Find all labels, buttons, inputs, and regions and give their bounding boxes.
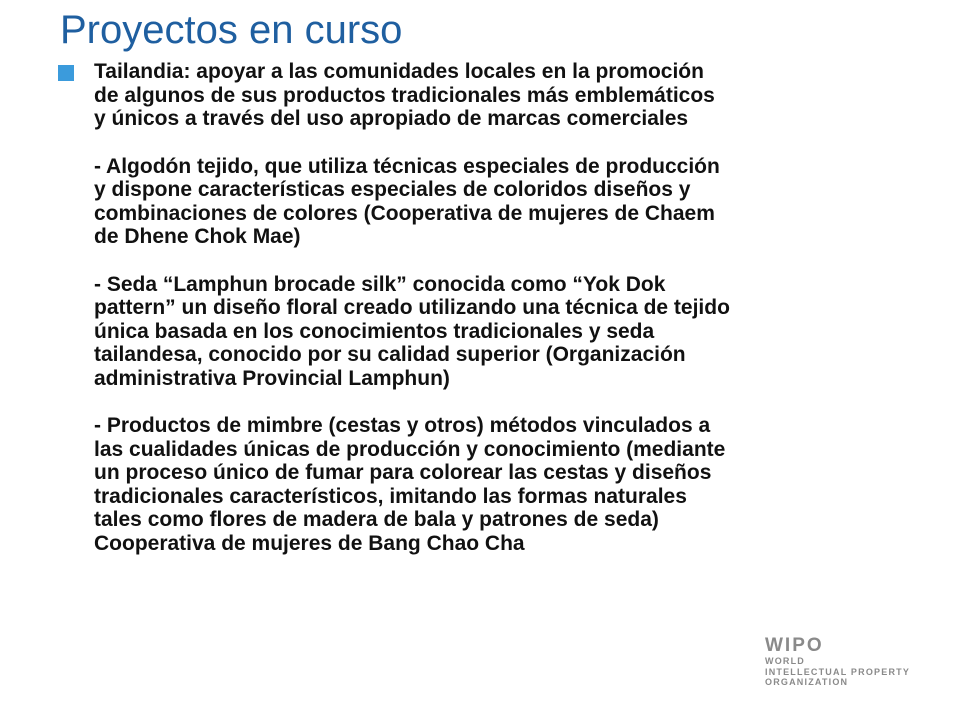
logo-line-2: INTELLECTUAL PROPERTY — [765, 666, 911, 677]
slide-body — [94, 60, 924, 579]
logo-line-3: ORGANIZATION — [765, 677, 849, 687]
logo-wordmark: WIPO — [765, 635, 824, 656]
bullet-square-icon — [58, 65, 74, 81]
paragraph-wicker: - Productos de mimbre (cestas y otros) métodos vinculados a las cualidades únicas de producción y conocimiento (mediante un proceso único de fumar para colorear las cestas y diseños tradicionales característicos, imitando las formas naturales tales como flores de madera de bala y patrones de seda) Cooperativa de mujeres de Bang Chao Cha — [94, 414, 726, 555]
slide-title: Proyectos en curso — [60, 8, 403, 52]
logo-line-1: WORLD — [765, 656, 805, 666]
paragraph-silk: - Seda “Lamphun brocade silk” conocida como “Yok Dok pattern” un diseño floral creado utilizando una técnica de tejido única basada en los conocimientos tradicionales y seda tailandesa, conocido por su calidad superior (Organización administrativa Provincial Lamphun) — [94, 272, 730, 390]
paragraph-intro: Tailandia: apoyar a las comunidades locales en la promoción de algunos de sus productos tradicionales más emblemáticos y únicos a través del uso apropiado de marcas comerciales — [94, 60, 715, 130]
wipo-logo — [765, 636, 910, 688]
paragraph-cotton: - Algodón tejido, que utiliza técnicas especiales de producción y dispone características especiales de coloridos diseños y combinaciones de colores (Cooperativa de mujeres de Chaem de Dhene Chok Mae) — [94, 154, 720, 248]
